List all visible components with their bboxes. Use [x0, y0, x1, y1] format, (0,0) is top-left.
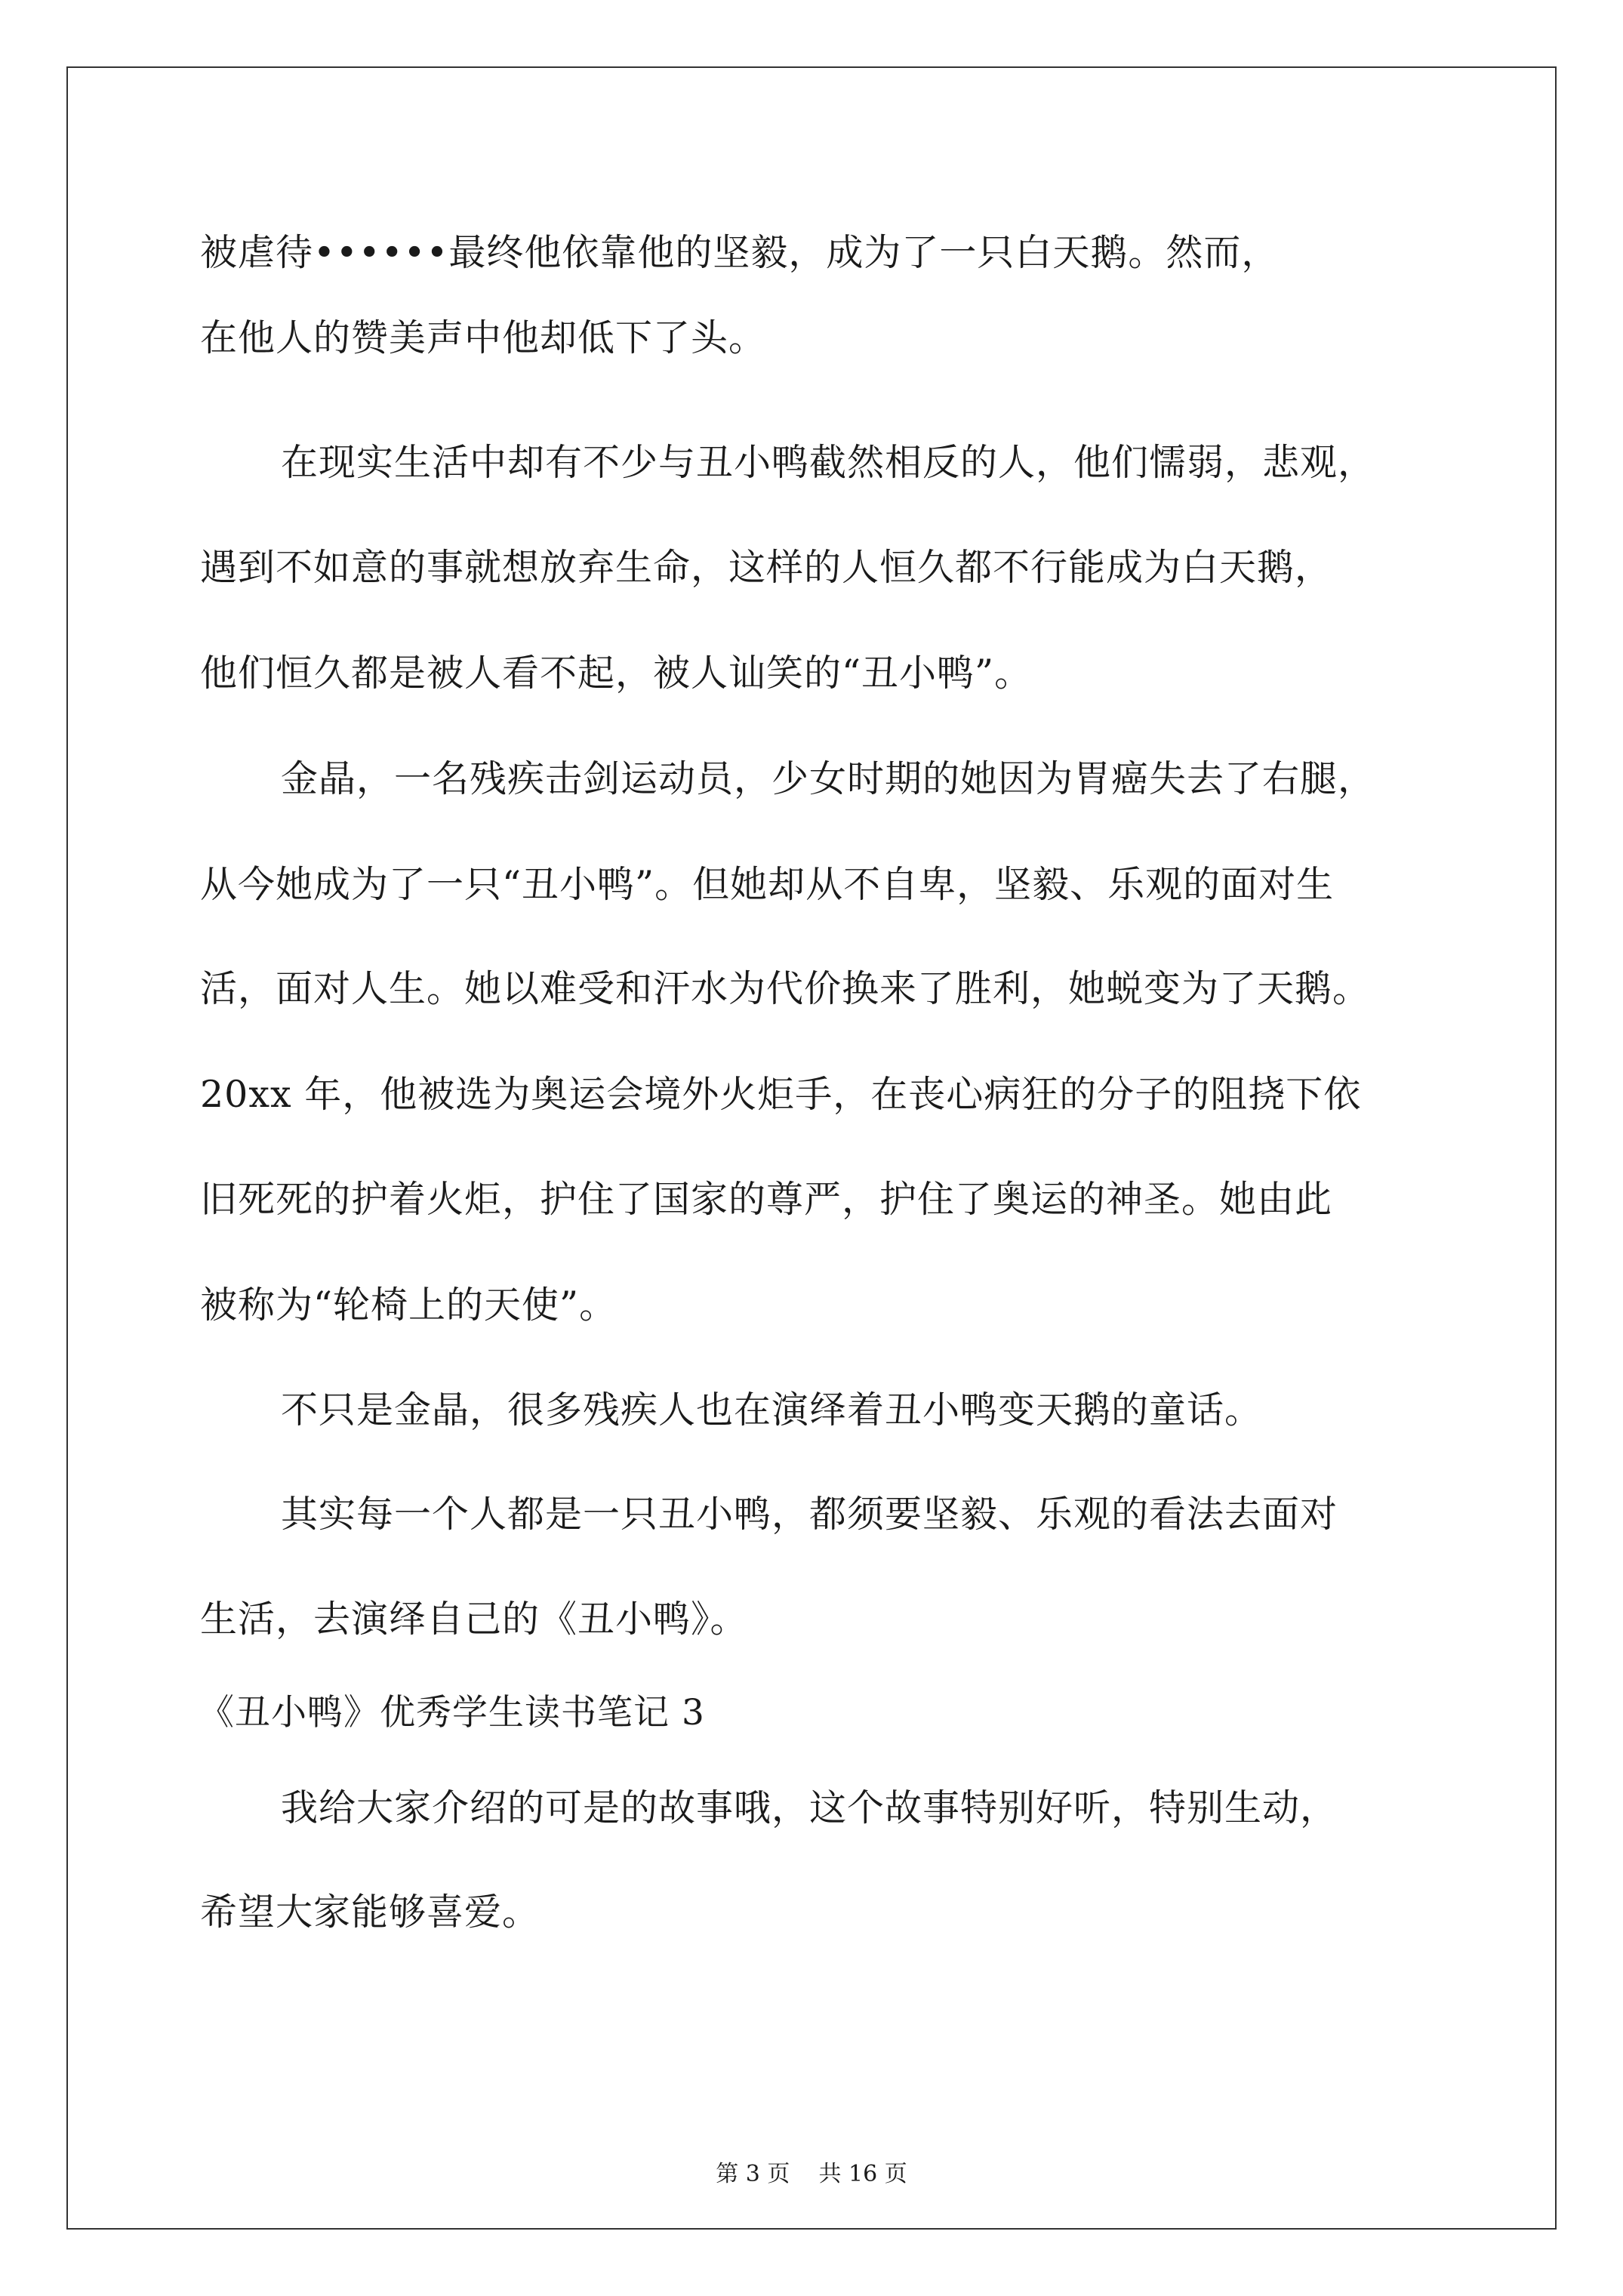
- text-line: 被虐待••••••最终他依靠他的坚毅，成为了一只白天鹅。然而，: [200, 231, 1280, 274]
- paragraph-start: 不只是金晶，很多残疾人也在演绎着丑小鸭变天鹅的童话。: [281, 1388, 1263, 1432]
- paragraph-start: 金晶，一名残疾击剑运动员，少女时期的她因为胃癌失去了右腿，: [281, 757, 1376, 800]
- text-line: 活，面对人生。她以难受和汗水为代价换来了胜利，她蜕变为了天鹅。: [200, 967, 1371, 1010]
- paragraph-start: 在现实生活中却有不少与丑小鸭截然相反的人，他们懦弱，悲观，: [281, 441, 1376, 484]
- text-line: 从今她成为了一只“丑小鸭”。但她却从不自卑，坚毅、乐观的面对生: [200, 863, 1335, 906]
- text-line: 生活，去演绎自己的《丑小鸭》。: [200, 1598, 748, 1641]
- paragraph-start: 我给大家介绍的可是的故事哦，这个故事特别好听，特别生动，: [281, 1786, 1338, 1829]
- text-line: 希望大家能够喜爱。: [200, 1891, 540, 1934]
- text-line: 他们恒久都是被人看不起，被人讪笑的“丑小鸭”。: [200, 652, 1033, 695]
- text-line: 遇到不如意的事就想放弃生命，这样的人恒久都不行能成为白天鹅，: [200, 546, 1333, 589]
- text-line: 在他人的赞美声中他却低下了头。: [200, 316, 767, 359]
- text-line: 旧死死的护着火炬，护住了国家的尊严，护住了奥运的神圣。她由此: [200, 1178, 1333, 1221]
- text-line: 20xx 年，他被选为奥运会境外火炬手，在丧心病狂的分子的阻挠下依: [200, 1073, 1362, 1116]
- text-line: 被称为“轮椅上的天使”。: [200, 1284, 617, 1327]
- paragraph-start: 其实每一个人都是一只丑小鸭，都须要坚毅、乐观的看法去面对: [281, 1493, 1338, 1536]
- section-heading: 《丑小鸭》优秀学生读书笔记 3: [199, 1692, 705, 1734]
- page-footer: 第 3 页 共 16 页: [716, 2161, 907, 2187]
